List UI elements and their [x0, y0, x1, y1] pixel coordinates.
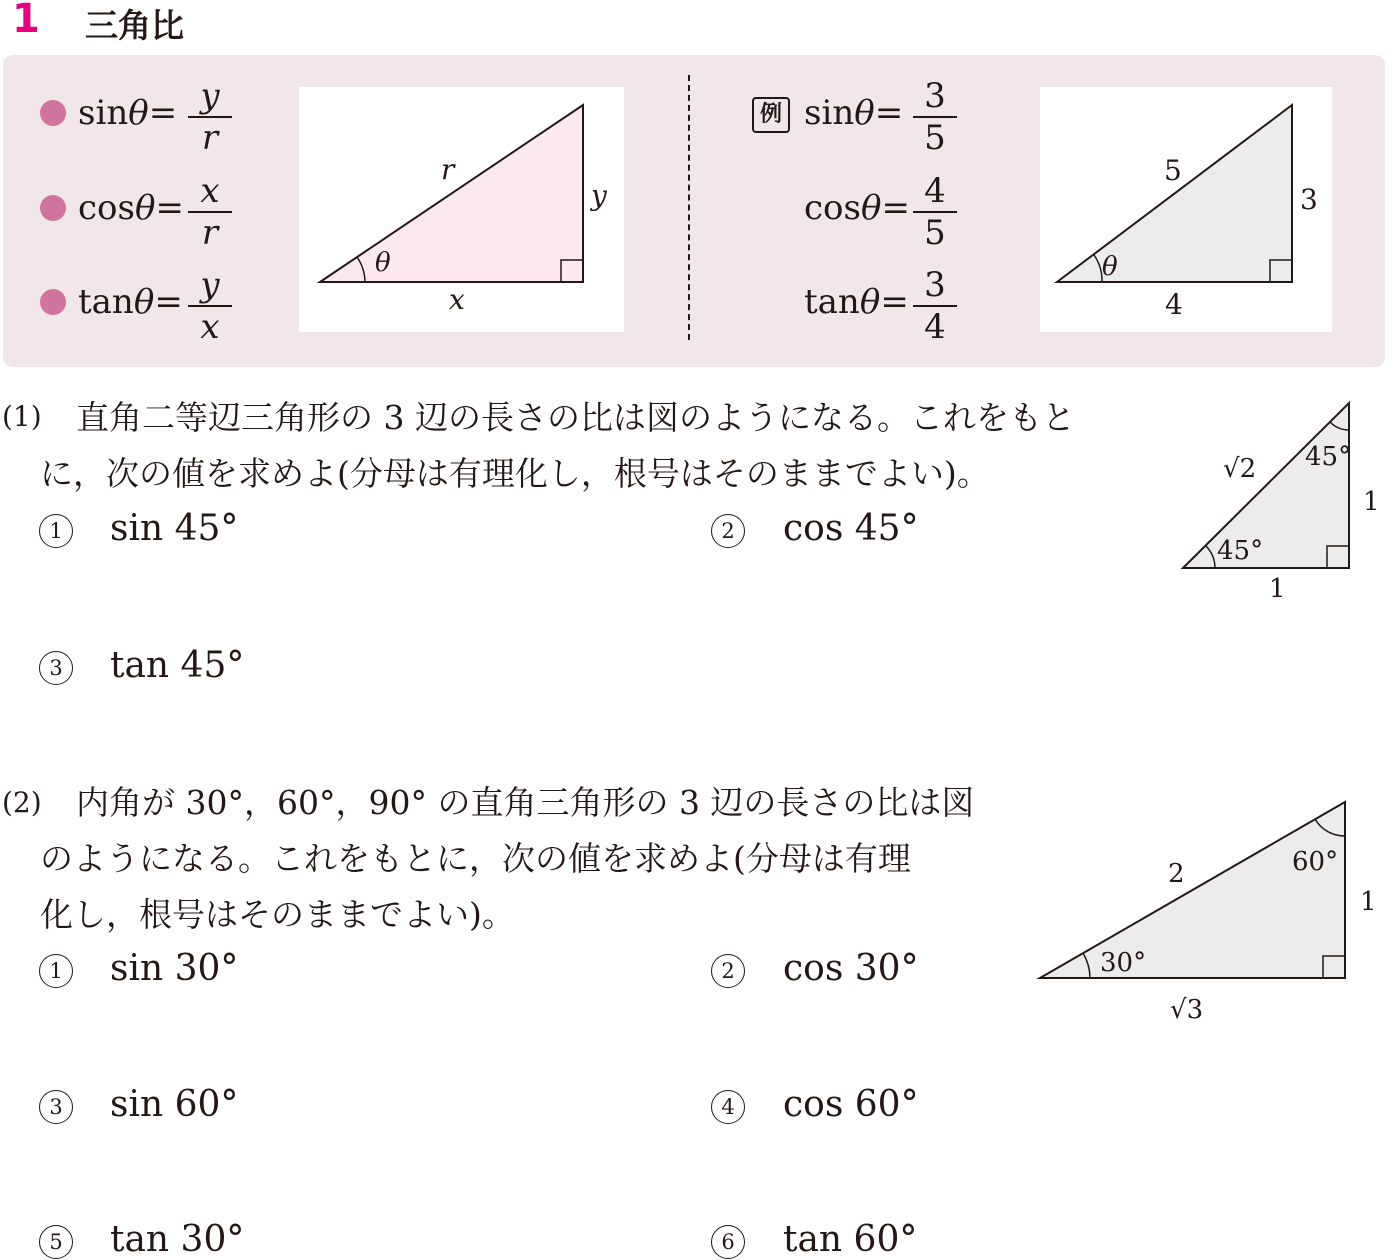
item-number: 2: [711, 514, 745, 548]
definition-triangle-figure: [299, 87, 624, 332]
definition-triangle: [299, 87, 624, 332]
example-cos: cosθ=: [804, 188, 910, 228]
opposite-label: y: [591, 179, 607, 212]
adjacent-label: x: [449, 283, 465, 316]
item-number: 3: [39, 651, 73, 685]
example-badge: 例: [752, 97, 790, 133]
item-number: 6: [711, 1225, 745, 1259]
bullet-icon: [40, 100, 66, 126]
example-fraction-sin: $\frac{3}{5}$: [913, 78, 957, 156]
fraction-cos: $\frac{x}{r}$: [188, 173, 232, 251]
opposite-label: 1: [1363, 487, 1380, 517]
hypotenuse-label: r: [441, 153, 455, 186]
q2-item-5-expression: tan 30°: [110, 1219, 245, 1260]
section-number: 1: [12, 0, 40, 42]
formula-sin: sinθ=: [78, 93, 178, 133]
item-number: 1: [39, 514, 73, 548]
example-triangle: [1040, 87, 1332, 332]
adjacent-label: √3: [1170, 995, 1204, 1025]
question-1-label: (1): [2, 400, 42, 433]
bottom-angle-label: 30°: [1100, 948, 1147, 978]
q1-item-1-expression: sin 45°: [110, 508, 239, 549]
item-number: 5: [39, 1225, 73, 1259]
q2-triangle: [1030, 790, 1390, 1030]
q1-triangle: [1175, 395, 1390, 610]
example-triangle-figure: [1040, 87, 1332, 332]
section-title: 三角比: [85, 6, 184, 45]
adjacent-label: 4: [1165, 288, 1183, 321]
formula-cos: cosθ=: [78, 188, 184, 228]
formula-tan: tanθ=: [78, 282, 183, 322]
example-fraction-tan: $\frac{3}{4}$: [913, 267, 957, 345]
q2-item-2-expression: cos 30°: [783, 948, 919, 989]
q1-item-3-expression: tan 45°: [110, 645, 245, 686]
hypotenuse-label: 5: [1164, 154, 1182, 187]
question-1-line-2: に，次の値を求めよ(分母は有理化し，根号はそのままでよい)。: [40, 454, 990, 493]
divider: [688, 75, 690, 340]
q2-item-1-expression: sin 30°: [110, 948, 239, 989]
question-2-label: (2): [2, 786, 42, 819]
example-tan: tanθ=: [804, 282, 909, 322]
fraction-sin: $\frac{y}{r}$: [188, 78, 232, 156]
bullet-icon: [40, 289, 66, 315]
top-angle-label: 60°: [1292, 847, 1339, 877]
item-number: 2: [711, 954, 745, 988]
angle-label: θ: [375, 248, 391, 278]
opposite-label: 1: [1360, 887, 1377, 917]
question-1-line-1: 直角二等辺三角形の 3 辺の長さの比は図のようになる。これをもと: [76, 398, 1075, 437]
adjacent-label: 1: [1269, 574, 1286, 604]
q2-item-4-expression: cos 60°: [783, 1084, 919, 1125]
top-angle-label: 45°: [1305, 442, 1352, 472]
q2-item-3-expression: sin 60°: [110, 1084, 239, 1125]
opposite-label: 3: [1300, 183, 1318, 216]
question-2-line-1: 内角が 30°，60°，90° の直角三角形の 3 辺の長さの比は図: [76, 783, 975, 822]
q2-item-6-expression: tan 60°: [783, 1219, 918, 1260]
hypotenuse-label: √2: [1223, 454, 1257, 484]
fraction-tan: $\frac{y}{x}$: [188, 267, 232, 345]
example-sin: sinθ=: [804, 93, 904, 133]
bullet-icon: [40, 195, 66, 221]
angle-label: θ: [1102, 252, 1118, 282]
question-2-line-3: 化し，根号はそのままでよい)。: [40, 895, 515, 934]
bottom-angle-label: 45°: [1217, 536, 1264, 566]
item-number: 1: [39, 954, 73, 988]
example-fraction-cos: $\frac{4}{5}$: [913, 173, 957, 251]
hypotenuse-label: 2: [1168, 859, 1185, 889]
item-number: 4: [711, 1090, 745, 1124]
q1-item-2-expression: cos 45°: [783, 508, 919, 549]
question-2-line-2: のようになる。これをもとに，次の値を求めよ(分母は有理: [40, 839, 911, 878]
item-number: 3: [39, 1090, 73, 1124]
